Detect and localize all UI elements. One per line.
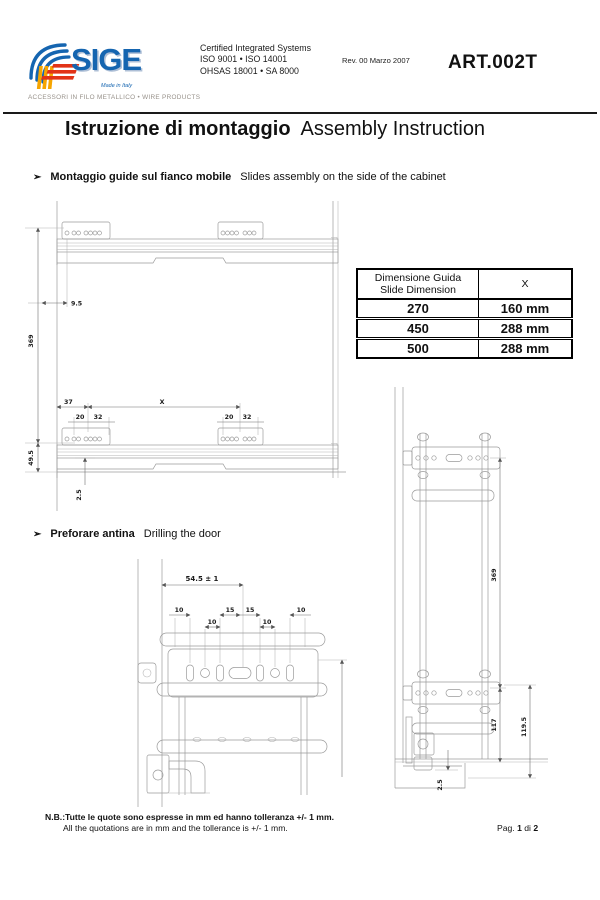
brand-wordmark: SIGE [71,42,142,77]
page-total: 2 [533,823,539,833]
dim-label: 10 [174,607,184,614]
dim-thickness [75,458,95,501]
col-header-line: Dimensione Guida [374,272,462,284]
dim-label: 9.5 [71,300,83,308]
door-drilling-drawing [135,555,360,810]
page-current: 1 [517,823,522,833]
reference-dimension-line [318,660,347,777]
side-section-drawing [390,385,575,815]
dim-vertical-group [25,228,75,472]
title-english: Assembly Instruction [300,118,486,140]
sige-logo-icon [27,40,73,92]
dim-label: 49.5 [28,450,35,466]
col-header-x: X [479,269,573,299]
dim-label: 37 [64,399,73,406]
dim-side-group [435,458,536,791]
certifications-block [200,43,311,77]
dim-label: 119.5 [521,717,528,737]
section-heading-slides [33,171,446,183]
section1-italian: Montaggio guide sul fianco mobile [50,171,232,183]
section2-english: Drilling the door [143,528,221,540]
dim-label: 10 [207,619,217,626]
panel-boundary-lines [57,201,338,511]
section1-english: Slides assembly on the side of the cabinet [240,171,446,183]
cell-x: 288 mm [479,319,573,339]
header-divider [3,112,597,114]
dim-label: 10 [296,607,306,614]
cert-line: OHSAS 18001 • SA 8000 [200,65,299,76]
dim-label: 15 [225,607,235,614]
dim-label: 2.5 [76,489,83,501]
bottom-bracket-group [147,755,210,793]
section2-italian: Preforare antina [50,528,135,540]
dim-label: 369 [28,334,35,348]
basket-uprights [420,433,488,759]
basket-front-group [157,683,327,795]
table-row [357,319,572,339]
dim-horizontal-group [57,399,264,435]
cell-dimension: 500 [357,339,479,359]
page-prefix: Pag. [497,823,515,833]
dim-label: 10 [262,619,272,626]
slides-assembly-drawing [20,195,350,515]
revision-label: Rev. 00 Marzo 2007 [342,56,410,65]
dim-center-offset [162,575,243,667]
dim-label: 20 [75,414,85,421]
page-separator: di [524,823,531,833]
made-in-label: Made in Italy [101,83,133,89]
page-title [65,118,485,141]
cell-x: 288 mm [479,339,573,359]
cert-line: Certified Integrated Systems [200,43,311,53]
dim-label: 15 [245,607,255,614]
cert-line: ISO 9001 • ISO 14001 [200,54,288,65]
article-code: ART.002T [448,52,538,73]
rail-top-group [57,222,338,265]
arrow-bullet-icon: ➢ [33,529,42,540]
table-row [357,299,572,319]
footer-note-italian: N.B.:Tutte le quote sono espresse in mm ed hanno tolleranza +/- 1 mm. [45,812,334,822]
col-header-line: Slide Dimension [380,284,456,297]
cell-x: 160 mm [500,301,550,317]
dim-label: 117 [491,718,498,732]
title-italian: Istruzione di montaggio [65,118,291,140]
page-number [497,823,538,833]
rail-bottom-group [57,428,346,478]
brand-tagline: ACCESSORI IN FILO METALLICO • WIRE PRODUCTS [28,94,201,101]
arrow-bullet-icon: ➢ [33,172,42,183]
upper-rail-bracket [403,433,500,501]
table-header-row [357,269,572,299]
slide-dimension-table [356,268,573,359]
door-bracket-group [138,633,325,697]
dim-label: 2.5 [437,779,444,791]
dim-label: 369 [491,568,498,582]
dim-label: 54.5 ± 1 [185,575,219,583]
dim-label: 32 [242,414,252,421]
table-row [357,339,572,359]
dim-label: 20 [224,414,234,421]
section-heading-door [33,528,221,540]
dim-hole-spacing [169,607,311,667]
dim-label: 32 [93,414,103,421]
lower-rail-bracket [403,670,500,734]
col-header-dimension [357,269,479,299]
cell-dimension: 450 [357,319,479,339]
cell-dimension: 270 [357,299,479,319]
dim-label: X [159,399,165,406]
footer-note-english: All the quotations are in mm and the tollerance is +/- 1 mm. [63,823,288,833]
